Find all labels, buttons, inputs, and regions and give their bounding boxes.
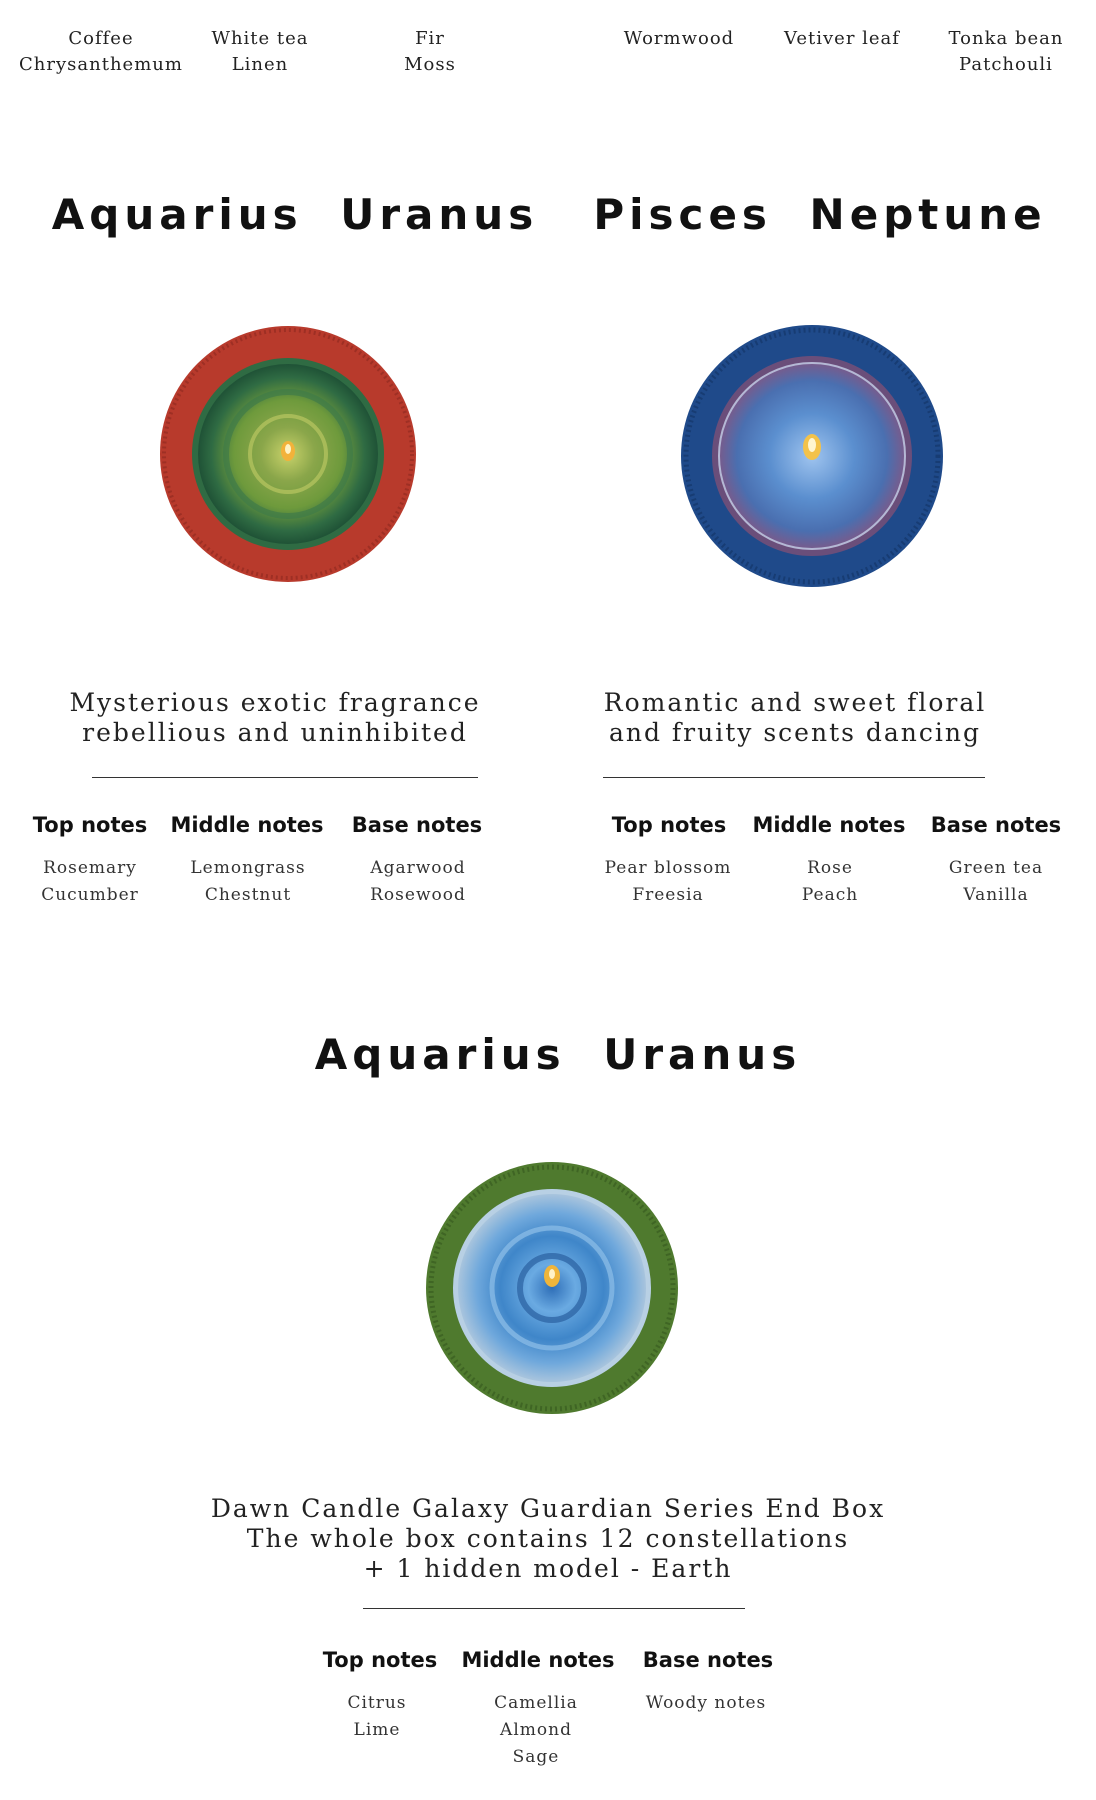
- scent-note: Linen: [231, 54, 289, 75]
- scent-note: Tonka bean: [948, 28, 1064, 49]
- desc-line: The whole box contains 12 constellations: [246, 1524, 850, 1553]
- right-middle-notes-list: [745, 855, 915, 909]
- desc-line: Romantic and sweet floral: [603, 688, 987, 717]
- right-top-notes-list: [583, 855, 753, 909]
- right-description: [560, 688, 1030, 748]
- bottom-divider: [363, 1608, 745, 1609]
- note-item: Sage: [512, 1747, 560, 1767]
- note-item: Rosemary: [43, 858, 137, 878]
- left-middle-notes-list: [163, 855, 333, 909]
- scent-note: Fir: [415, 28, 445, 49]
- right-base-notes-list: [911, 855, 1081, 909]
- desc-line: + 1 hidden model - Earth: [363, 1554, 733, 1583]
- left-middle-notes-heading: Middle notes: [170, 813, 324, 837]
- bottom-description: [158, 1494, 938, 1584]
- left-title: Aquarius Uranus: [51, 190, 539, 239]
- left-candle-image: [157, 323, 419, 585]
- note-item: Woody notes: [645, 1693, 767, 1713]
- scent-note: Coffee: [68, 28, 134, 49]
- bottom-top-notes-list: [292, 1690, 462, 1744]
- desc-line: rebellious and uninhibited: [82, 718, 468, 747]
- note-item: Vanilla: [963, 885, 1029, 905]
- bottom-base-notes-heading: Base notes: [642, 1648, 774, 1672]
- note-item: Camellia: [494, 1693, 578, 1713]
- right-top-notes-heading: Top notes: [611, 813, 727, 837]
- note-item: Lime: [353, 1720, 401, 1740]
- left-top-notes-heading: Top notes: [32, 813, 148, 837]
- scent-pair-6: [906, 26, 1096, 78]
- left-top-notes-list: [5, 855, 175, 909]
- note-item: Freesia: [632, 885, 704, 905]
- bottom-top-notes-heading: Top notes: [322, 1648, 438, 1672]
- scent-note: White tea: [211, 28, 309, 49]
- note-item: Peach: [801, 885, 859, 905]
- desc-line: and fruity scents dancing: [608, 718, 982, 747]
- bottom-middle-notes-list: [451, 1690, 621, 1771]
- scent-note: Chrysanthemum: [19, 54, 183, 75]
- bottom-middle-notes-heading: Middle notes: [461, 1648, 615, 1672]
- note-item: Agarwood: [370, 858, 466, 878]
- note-item: Pear blossom: [604, 858, 732, 878]
- scent-note: Moss: [404, 54, 456, 75]
- right-divider: [603, 777, 985, 778]
- right-middle-notes-heading: Middle notes: [752, 813, 906, 837]
- note-item: Citrus: [347, 1693, 407, 1713]
- bottom-title: Aquarius Uranus: [314, 1030, 802, 1079]
- left-divider: [92, 777, 478, 778]
- note-item: Cucumber: [41, 885, 139, 905]
- note-item: Rose: [807, 858, 853, 878]
- right-candle-image: [679, 323, 945, 589]
- bottom-candle-image: [424, 1160, 680, 1416]
- right-base-notes-heading: Base notes: [930, 813, 1062, 837]
- left-description: [40, 688, 510, 748]
- scent-note: Vetiver leaf: [784, 28, 900, 49]
- left-base-notes-list: [333, 855, 503, 909]
- desc-line: Mysterious exotic fragrance: [69, 688, 481, 717]
- note-item: Almond: [500, 1720, 572, 1740]
- scent-pair-3: [330, 26, 530, 78]
- scent-note: Wormwood: [623, 28, 735, 49]
- note-item: Lemongrass: [190, 858, 306, 878]
- note-item: Green tea: [948, 858, 1044, 878]
- desc-line: Dawn Candle Galaxy Guardian Series End Box: [210, 1494, 886, 1523]
- note-item: Rosewood: [370, 885, 466, 905]
- right-title: Pisces Neptune: [593, 190, 1047, 239]
- note-item: Chestnut: [204, 885, 292, 905]
- left-base-notes-heading: Base notes: [351, 813, 483, 837]
- scent-note: Patchouli: [959, 54, 1053, 75]
- bottom-base-notes-list: [621, 1690, 791, 1717]
